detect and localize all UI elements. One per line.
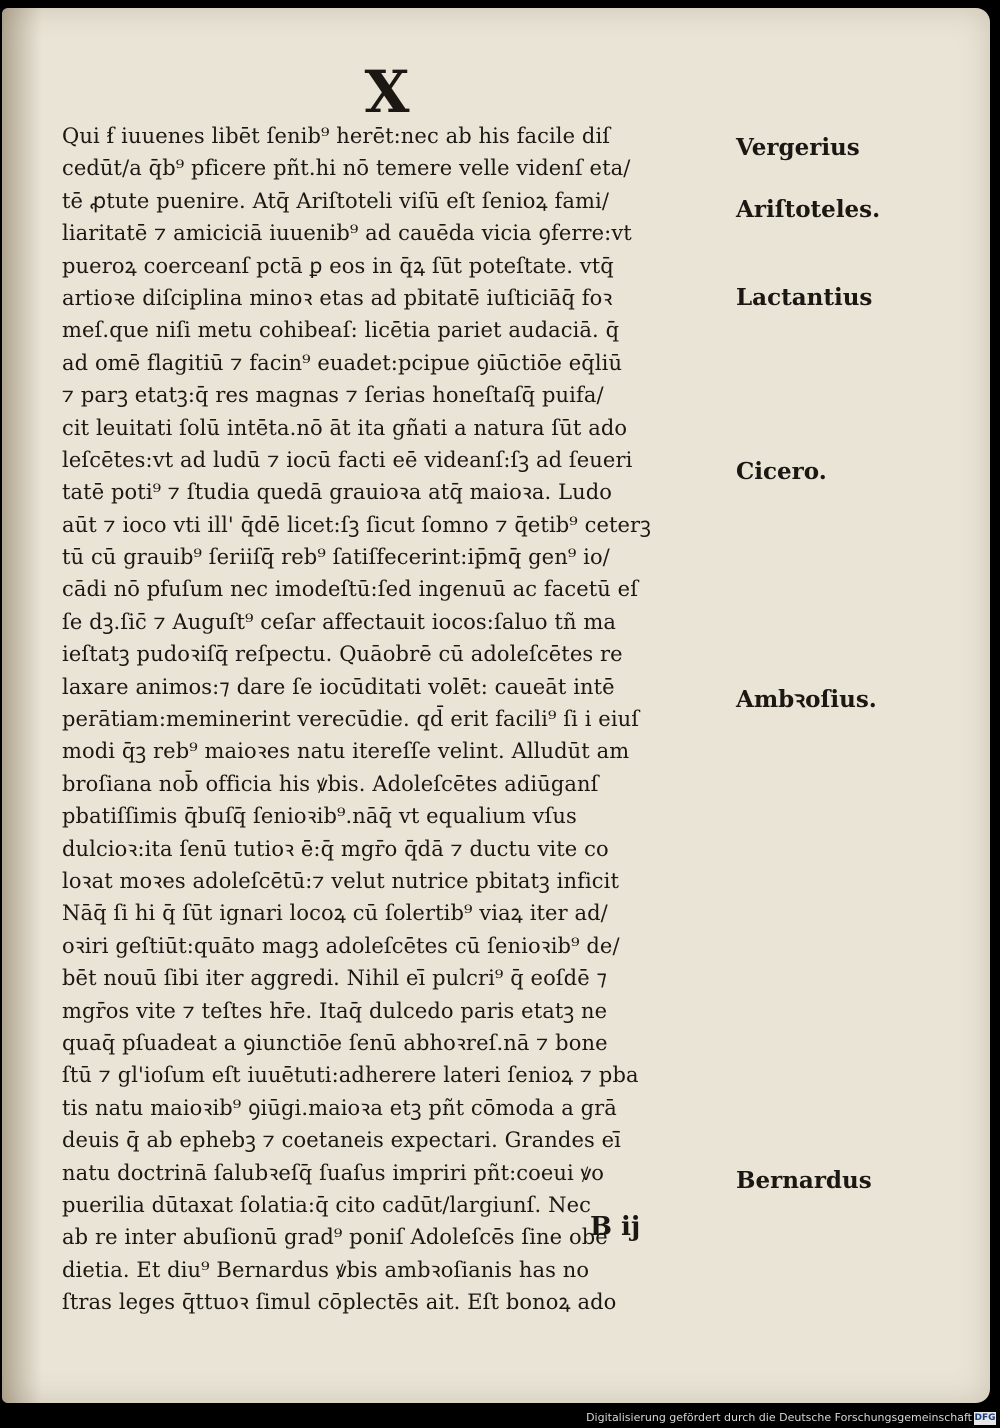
text-line: mgr̄os vite ⁊ teſtes hr̄e. Itaq̄ dulcedo paris etatꝫ ne [62, 998, 608, 1023]
text-line: laxare animos:⁊ dare ſe iocūditati volēt: caueāt intē [62, 674, 615, 699]
margin-note-cicero: Cicero. [736, 458, 827, 485]
text-line: bēt nouū ſibi iter aggredi. Nihil eī̄ pulcri⁹ q̄ eoſdē ⁊ [62, 966, 608, 991]
text-line: Nāq̄ ſi hi q̄ ſūt ignari locoꝝ cū ſolertib⁹ viaꝝ iter ad/ [62, 901, 608, 926]
text-line: aūt ⁊ ioco vti ill' q̄dē licet:ſꝫ ſicut ſomno ⁊ q̄etib⁹ ceterꝫ [62, 512, 652, 537]
signature-letter: X [364, 58, 410, 126]
margin-note-aristoteles: Ariſtoteles. [736, 196, 881, 223]
text-line: ad omē flagitiū ⁊ facin⁹ euadet:pcipue ꝯiūctiōe eq̄liū [62, 350, 623, 375]
text-line: oꝛiri geſtiūt:quāto magꝫ adoleſcētes cū ſenioꝛib⁹ de/ [62, 933, 620, 958]
text-line: artioꝛe diſciplina minoꝛ etas ad pbitatē iuſticiāq̄ foꝛ [62, 285, 613, 310]
text-line: ieſtatꝫ pudoꝛiſq̄ reſpectu. Quāobrē cū adoleſcētes re [62, 642, 623, 667]
main-text-block [62, 120, 732, 1318]
text-line: modi q̄ꝫ reb⁹ maioꝛes natu itereſſe velint. Alludūt am [62, 739, 630, 764]
text-line: tatē poti⁹ ⁊ ſtudia quedā grauioꝛa atq̄ maioꝛa. Ludo [62, 480, 613, 505]
text-line: perātiam:meminerint verecūdie. qd̄ erit facili⁹ ſi i eiuſ [62, 707, 640, 732]
dfg-logo: DFG [974, 1413, 996, 1423]
margin-note-bernardus: Bernardus [736, 1167, 872, 1194]
margin-note-ambrosius: Ambꝛoſius. [736, 686, 877, 713]
text-line: puerilia dūtaxat ſolatia:q̄ cito cadūt/largiunſ. Nec [62, 1192, 591, 1217]
text-line: broſiana nob̄ officia his ꝟbis. Adoleſcētes adiūganſ [62, 771, 599, 796]
text-line: ſe dꝫ.ſic̄ ⁊ Auguſt⁹ ceſar affectauit iocos:ſaluo tñ ma [62, 609, 617, 634]
margin-note-lactantius: Lactantius [736, 284, 873, 311]
text-line: ⁊ parꝫ etatꝫ:q̄ res magnas ⁊ ſerias honeſtaſq̄ puifa/ [62, 383, 604, 408]
text-line: cādi nō pfuſum nec imodeſtū:ſed ingenuū ac facetū eſ [62, 577, 639, 602]
text-line: meſ.que niſi metu cohibeaſ: licētia pariet audaciā. q̄ [62, 318, 620, 343]
text-line: dietia. Et diu⁹ Bernardus ꝟbis ambꝛoſianis has no [62, 1257, 590, 1282]
text-line: ab re inter abuſionū grad⁹ poniſ Adoleſcēs ſine obe [62, 1225, 608, 1250]
text-line: liaritatē ⁊ amiciciā iuuenib⁹ ad cauēda vicia ꝯferre:vt [62, 221, 632, 246]
text-line: quaq̄ pſuadeat a ꝯiunctiōe ſenū abhoꝛreſ.nā ⁊ bone [62, 1030, 608, 1055]
text-line: tē ꝓtute puenire. Atq̄ Ariſtoteli viſū eſt ſenioꝝ fami/ [62, 188, 610, 213]
margin-note-vergerius: Vergerius [736, 134, 860, 161]
text-line: deuis q̄ ab ephebꝫ ⁊ coetaneis expectari. Grandes eī̄ [62, 1128, 621, 1153]
text-line: tū cū grauib⁹ ſeriiſq̄ reb⁹ ſatiſfecerint:ip̄mq̄ gen⁹ io/ [62, 545, 610, 570]
text-line: cit leuitati ſolū intēta.nō āt ita gñati a natura ſūt ado [62, 415, 628, 440]
text-line: loꝛat moꝛes adoleſcētū:⁊ velut nutrice pbitatꝫ inficit [62, 868, 619, 893]
text-line: ſtras leges q̄ttuoꝛ ſimul cōplectēs ait. Eſt bonoꝝ ado [62, 1290, 617, 1315]
text-line: dulcioꝛ:ita ſenū tutioꝛ ē:q̄ mgr̄o q̄dā ⁊ ductu vite co [62, 836, 609, 861]
text-line: pueroꝝ coerceanſ pctā ꝑ eos in q̄ꝝ ſūt poteſtate. vtq̄ [62, 253, 614, 278]
text-line: ſtū ⁊ gl'ioſum eſt iuuētuti:adherere lateri ſenioꝝ ⁊ pba [62, 1063, 639, 1088]
text-line: pbatiſſimis q̄buſq̄ ſenioꝛib⁹.nāq̄ vt equalium vſus [62, 804, 577, 829]
page-gutter-shadow [2, 8, 42, 1403]
text-line: leſcētes:vt ad ludū ⁊ iocū facti eē videanſ:ſꝫ ad ſeueri [62, 447, 633, 472]
text-line: Qui ẜ iuuenes libēt ſenib⁹ herēt:nec ab his facile diſ [62, 124, 611, 148]
text-line: tis natu maioꝛib⁹ ꝯiūgi.maioꝛa etꝫ pñt cōmoda a grā [62, 1095, 617, 1120]
footer-credit: Digitalisierung gefördert durch die Deutsche Forschungsgemeinschaft [586, 1411, 972, 1424]
signature-mark: B ij [590, 1212, 641, 1242]
text-line: natu doctrinā ſalubꝛeſq̄ ſuaſus impriri pñt:coeui ꝟo [62, 1160, 605, 1185]
text-line: cedūt/a q̄b⁹ pficere pñt.hi nō temere velle videnſ eta/ [62, 156, 631, 181]
